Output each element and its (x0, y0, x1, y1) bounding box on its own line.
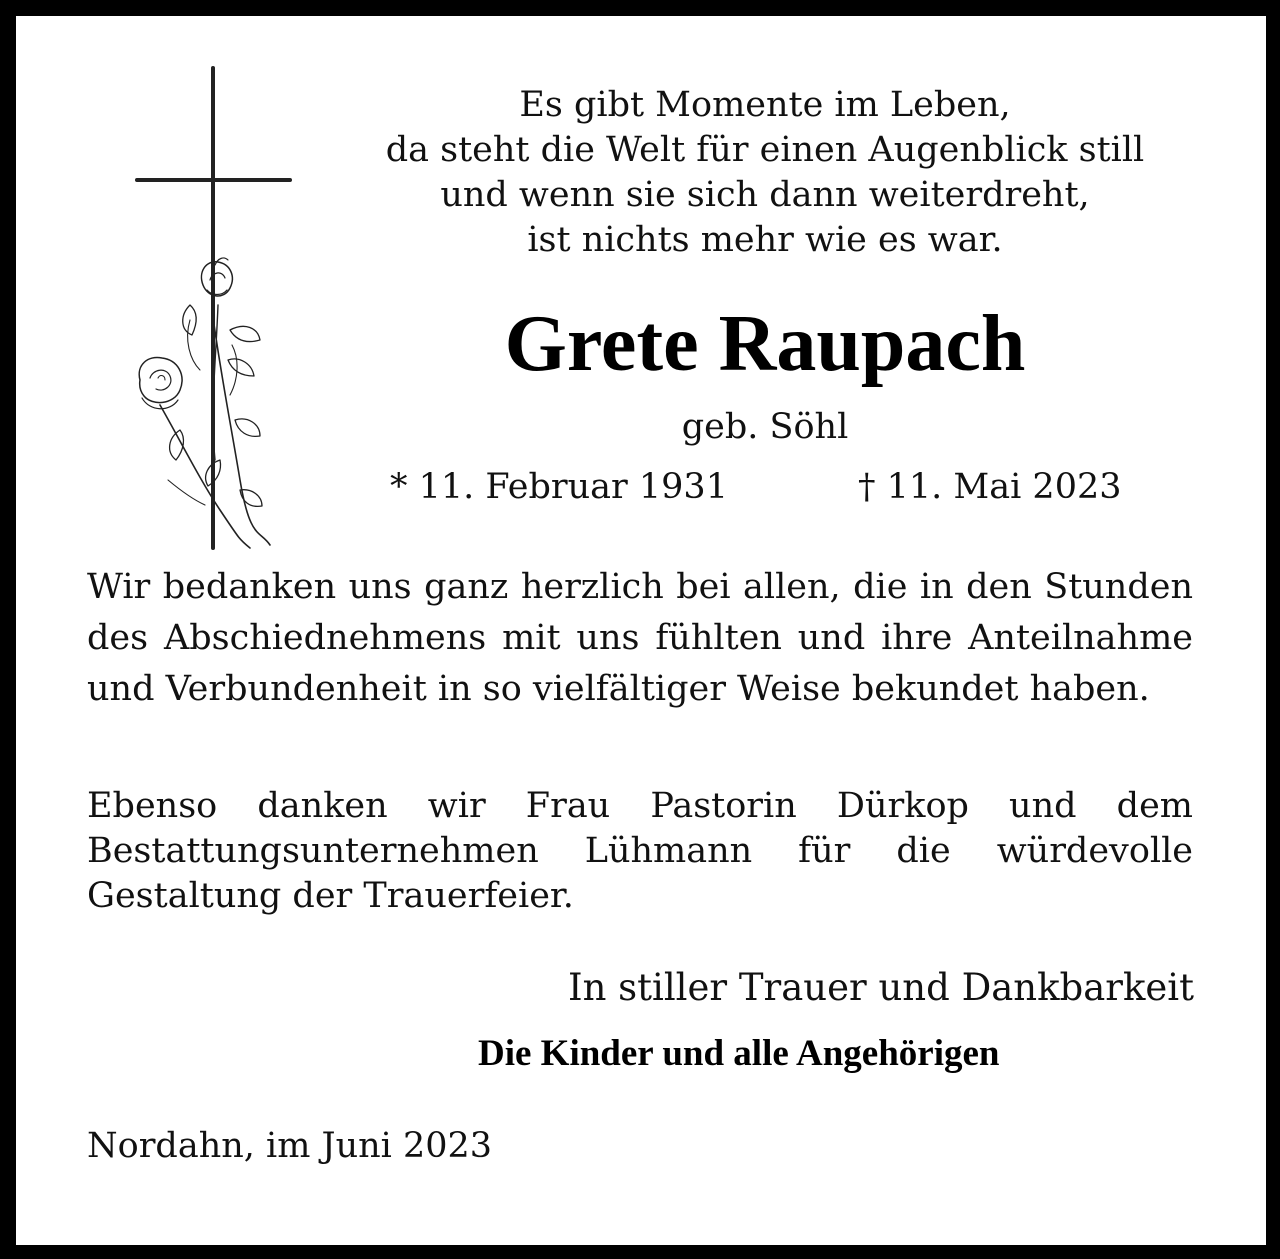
closing-phrase: In stiller Trauer und Dankbarkeit (567, 966, 1194, 1009)
deceased-name: Grete Raupach (504, 300, 1026, 388)
maiden-name: geb. Söhl (681, 407, 849, 447)
cross-with-roses-icon (120, 60, 320, 560)
verse-line: und wenn sie sich dann weiterdreht, (440, 175, 1090, 215)
verse-line: ist nichts mehr wie es war. (527, 220, 1003, 260)
place-date: Nordahn, im Juni 2023 (87, 1126, 493, 1166)
death-date: † 11. Mai 2023 (858, 467, 1122, 507)
birth-date: * 11. Februar 1931 (390, 467, 728, 507)
verse-line: Es gibt Momente im Leben, (519, 85, 1011, 125)
thanks-paragraph-2: Ebenso danken wir Frau Pastorin Dürkop und dem Bestattungsunternehmen Lühmann für die würdevolle Gestaltung der Trauerfeier. (87, 786, 1193, 916)
signers: Die Kinder und alle Angehörigen (478, 1033, 1000, 1074)
verse-line: da steht die Welt für einen Augenblick still (385, 130, 1145, 170)
thanks-paragraph: Wir bedanken uns ganz herzlich bei allen, die in den Stunden des Abschiednehmens mit uns fühlten und ihre Anteilnahme und Verbundenheit in so vielfältiger Weise bekundet haben. (87, 567, 1193, 709)
verse (320, 83, 1210, 263)
